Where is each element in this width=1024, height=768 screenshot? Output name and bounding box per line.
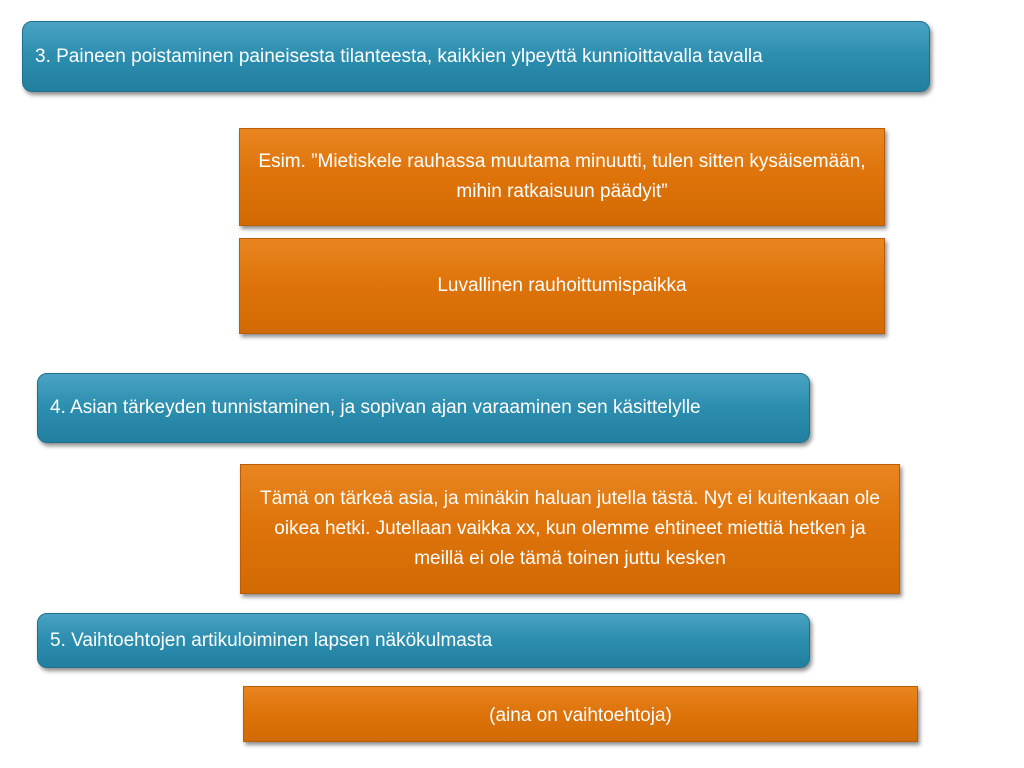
example-box-important-matter	[240, 464, 900, 594]
example-box-calm-place	[239, 238, 885, 334]
example-box-alternatives	[243, 686, 918, 742]
example-alternatives-text: (aina on vaihtoehtoja)	[489, 705, 672, 726]
step-3-box	[22, 21, 930, 92]
step-5-box	[37, 613, 810, 668]
step-5-text: 5. Vaihtoehtojen artikuloiminen lapsen näkökulmasta	[50, 629, 493, 651]
example-box-pause	[239, 128, 885, 226]
step-4-text: 4. Asian tärkeyden tunnistaminen, ja sopivan ajan varaaminen sen käsittelylle	[50, 397, 701, 418]
step-4-box	[37, 373, 810, 443]
example-calm-place-text: Luvallinen rauhoittumispaikka	[437, 275, 687, 296]
example-pause-text: Esim. ”Mietiskele rauhassa muutama minuutti, tulen sitten kysäisemään, mihin ratkaisuun päädyit”	[258, 151, 866, 202]
step-3-text: 3. Paineen poistaminen paineisesta tilanteesta, kaikkien ylpeyttä kunnioittavalla tavalla	[35, 45, 763, 67]
example-important-matter-text: Tämä on tärkeä asia, ja minäkin haluan jutella tästä. Nyt ei kuitenkaan ole oikea hetki. Jutellaan vaikka xx, kun olemme ehtineet miettiä hetken ja meillä ei ole tämä toinen juttu kesken	[260, 488, 880, 569]
